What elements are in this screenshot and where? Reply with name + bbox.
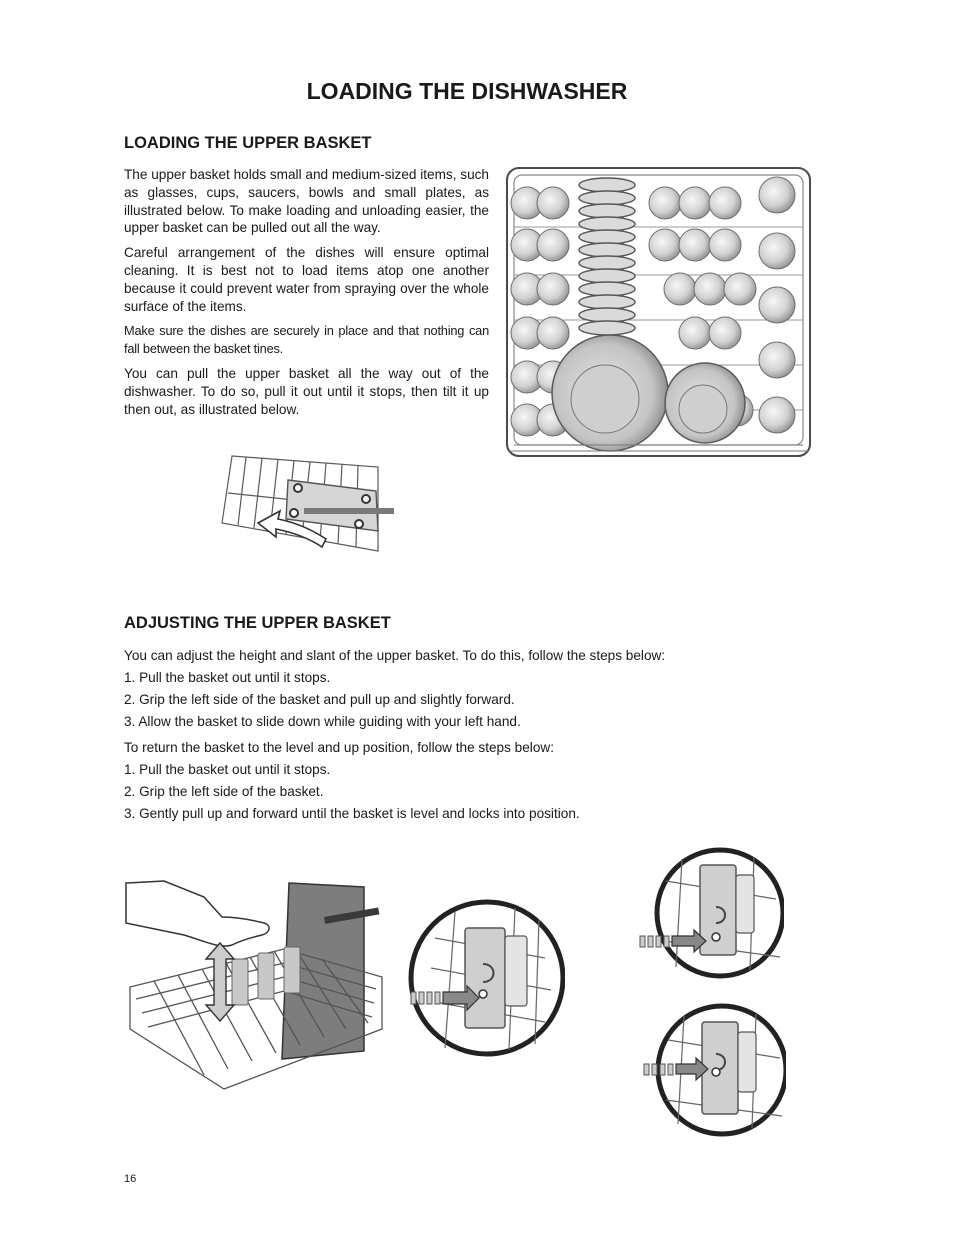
detail-magnifier-middle	[640, 1000, 786, 1140]
basket-height-adjust-illustration	[124, 879, 386, 1099]
page-title: LOADING THE DISHWASHER	[306, 78, 628, 104]
loading-paragraph-3: Make sure the dishes are securely in place and that nothing can fall between the basket tines.	[124, 323, 489, 357]
loaded-basket-illustration	[505, 165, 813, 460]
basket-removal-illustration	[218, 453, 398, 555]
detail-magnifier-lower	[405, 898, 565, 1058]
adjusting-instructions	[124, 645, 824, 733]
adjusting-step-3: 3. Allow the basket to slide down while guiding with your left hand.	[124, 714, 521, 729]
detail-magnifier-upper	[636, 845, 784, 983]
return-instructions	[124, 737, 824, 825]
return-step-1: 1. Pull the basket out until it stops.	[124, 762, 331, 777]
return-step-2: 2. Grip the left side of the basket.	[124, 784, 324, 799]
loading-paragraph-1: The upper basket holds small and medium-sized items, such as glasses, cups, saucers, bowls and small plates, as illustrated below. To make loading and unloading easier, the upper basket can be pulled out all the way.	[124, 167, 489, 236]
adjusting-step-1: 1. Pull the basket out until it stops.	[124, 670, 331, 685]
loading-paragraph-2: Careful arrangement of the dishes will ensure optimal cleaning. It is best not to load items atop one another because it could prevent water from spraying over the whole surface of the items.	[124, 245, 489, 314]
return-intro: To return the basket to the level and up position, follow the steps below:	[124, 740, 554, 755]
adjusting-intro: You can adjust the height and slant of the upper basket. To do this, follow the steps below:	[124, 648, 666, 663]
page-number: 16	[124, 1173, 137, 1185]
section-heading-loading: LOADING THE UPPER BASKET	[124, 134, 372, 152]
loading-instructions	[124, 166, 489, 425]
loading-paragraph-4: You can pull the upper basket all the way out of the dishwasher. To do so, pull it out until it stops, then tilt it up then out, as illustrated below.	[124, 365, 489, 417]
return-step-3: 3. Gently pull up and forward until the basket is level and locks into position.	[124, 806, 580, 821]
adjusting-step-2: 2. Grip the left side of the basket and pull up and slightly forward.	[124, 692, 515, 707]
section-heading-adjusting: ADJUSTING THE UPPER BASKET	[124, 614, 391, 632]
